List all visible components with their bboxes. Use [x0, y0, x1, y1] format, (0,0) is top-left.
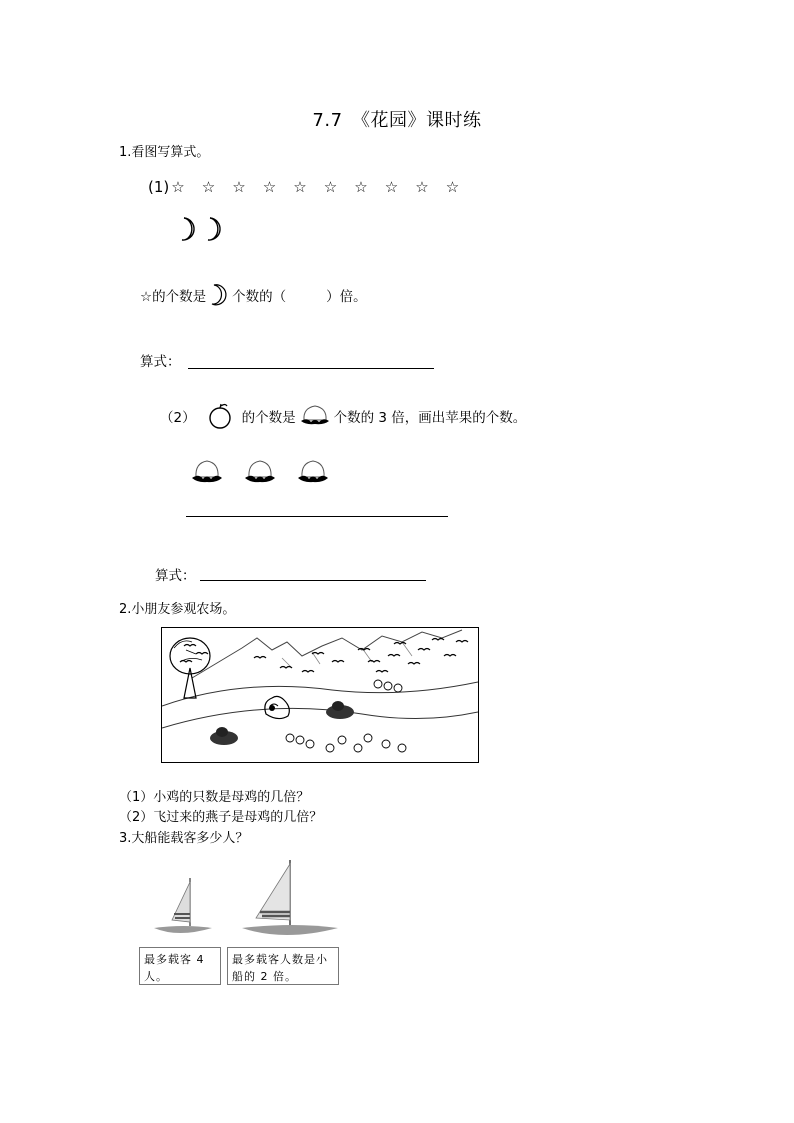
big-boat-icon	[234, 858, 344, 948]
star-icon: ☆	[262, 178, 277, 196]
swallow-icon	[394, 643, 406, 645]
swallow-icon	[312, 653, 324, 655]
chick-icon	[306, 740, 314, 748]
part-2-text-a: 的个数是	[241, 410, 296, 426]
swallow-icon	[280, 667, 292, 669]
formula-label-2: 算式：	[155, 568, 196, 584]
swallow-icon	[180, 661, 192, 663]
part-2-label: （2）	[160, 410, 196, 426]
page-title: 7.7 《花园》课时练	[312, 110, 482, 131]
question-2-heading: 2.小朋友参观农场。	[119, 602, 236, 617]
swallow-icon	[332, 661, 344, 663]
apple-icon	[206, 402, 236, 430]
part-2-text-b: 个数的 3 倍，画出苹果的个数。	[333, 410, 527, 426]
sentence-prefix: ☆的个数是	[140, 289, 207, 305]
swallow-icon	[184, 645, 196, 647]
chick-icon	[382, 740, 390, 748]
swallow-icon	[432, 639, 444, 641]
star-icon: ☆	[201, 178, 216, 196]
swallow-icon	[388, 655, 400, 657]
chick-icon	[374, 680, 382, 688]
chick-icon	[286, 734, 294, 742]
peach-row	[188, 455, 348, 491]
farm-picture	[161, 627, 479, 763]
peach-icon	[298, 461, 328, 482]
question-2-sub-1: （1）小鸡的只数是母鸡的几倍？	[119, 790, 310, 805]
chick-icon	[384, 682, 392, 690]
part-2-prompt	[160, 402, 526, 430]
swallow-icon	[368, 661, 380, 663]
question-2-sub-2: （2）飞过来的燕子是母鸡的几倍？	[119, 810, 323, 825]
swallow-icon	[444, 655, 456, 657]
peach-icon	[192, 461, 222, 482]
star-row	[148, 178, 476, 196]
moon-icon	[182, 218, 194, 240]
star-icon: ☆	[384, 178, 399, 196]
sentence-mid: 个数的（	[232, 289, 287, 305]
chick-icon	[338, 736, 346, 744]
drawing-line[interactable]	[186, 516, 448, 517]
question-1-heading: 1.看图写算式。	[119, 145, 210, 160]
moon-row	[178, 216, 238, 246]
swallow-icon	[418, 649, 430, 651]
chick-icon	[354, 744, 362, 752]
formula-line-1[interactable]	[188, 368, 434, 369]
star-icon: ☆	[415, 178, 429, 196]
formula-line-2[interactable]	[200, 580, 426, 581]
chick-icon	[398, 744, 406, 752]
formula-label-1: 算式：	[140, 354, 181, 370]
chick-icon	[326, 744, 334, 752]
star-icon: ☆	[293, 178, 307, 196]
swallow-icon	[302, 671, 314, 673]
swallow-icon	[408, 663, 420, 665]
big-boat-caption: 最多载客人数是小船的 2 倍。	[227, 947, 339, 985]
peach-icon	[298, 402, 332, 430]
swallow-icon	[254, 657, 266, 659]
multiple-sentence	[140, 283, 367, 307]
star-icon: ☆	[445, 178, 460, 196]
part-1-label: (1)	[148, 178, 170, 196]
small-boat-caption: 最多载客 4 人。	[139, 947, 221, 985]
swallow-icon	[196, 653, 208, 655]
peach-icon	[245, 461, 275, 482]
moon-icon	[208, 218, 220, 240]
sentence-suffix: ）倍。	[326, 289, 367, 305]
question-3-heading: 3.大船能载客多少人？	[119, 831, 249, 846]
swallow-icon	[456, 641, 468, 643]
hen-icon	[210, 727, 238, 745]
star-icon: ☆	[323, 178, 338, 196]
star-icon: ☆	[354, 178, 368, 196]
star-icon: ☆	[171, 178, 185, 196]
chick-icon	[364, 734, 372, 742]
small-boat-icon	[148, 876, 218, 946]
moon-icon	[206, 283, 232, 307]
star-icon: ☆	[232, 178, 246, 196]
chick-icon	[296, 736, 304, 744]
swallow-icon	[376, 671, 388, 673]
chick-icon	[394, 684, 402, 692]
